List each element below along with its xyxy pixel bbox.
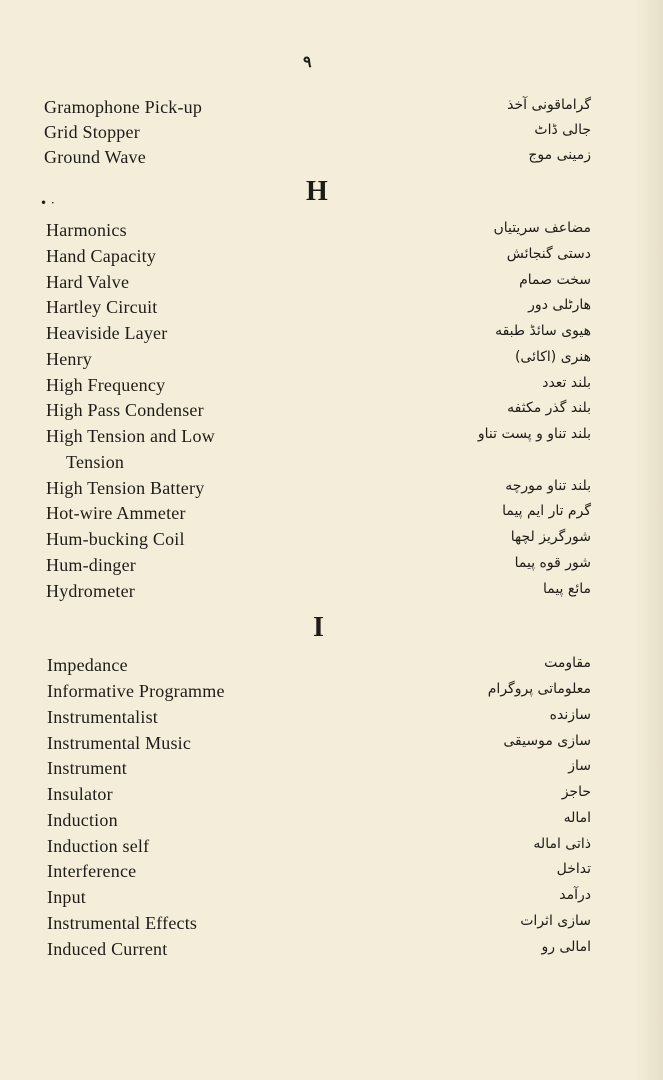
- entry-ur: مضاعف سریتیاں: [493, 220, 591, 236]
- entry-ur: مقاومت: [544, 655, 591, 671]
- entry-ur: سخت صمام: [519, 272, 591, 288]
- entry-en: Hartley Circuit: [46, 297, 158, 317]
- entry-en: Instrument: [47, 758, 127, 778]
- entry-en: Grid Stopper: [44, 122, 140, 142]
- entry-en: Harmonics: [46, 220, 127, 240]
- entry-ur: بلند تعدد: [542, 375, 591, 391]
- entry-ur: بلند تناو مورچه: [505, 478, 591, 494]
- page-fold-shadow: [635, 0, 663, 1080]
- entry-ur: جالی ڈاٹ: [534, 122, 591, 138]
- entry-ur: سازی اثرات: [520, 913, 591, 929]
- entry-ur: ذاتی اماله: [533, 836, 591, 852]
- entry-ur: شورگریز لچھا: [510, 529, 591, 545]
- entry-ur: سازنده: [549, 707, 591, 723]
- entry-en-continued: Tension: [66, 452, 125, 472]
- entry-ur: زمینی موج: [528, 147, 591, 163]
- entry-en: Input: [47, 887, 86, 907]
- entry-en: Ground Wave: [44, 147, 146, 167]
- entry-ur: هیوی سائڈ طبقه: [495, 323, 591, 339]
- entry-en: Informative Programme: [47, 681, 225, 701]
- entry-ur: گراماقونی آخذ: [507, 97, 591, 113]
- entry-en: High Tension Battery: [46, 478, 205, 498]
- page-number: ۹: [303, 52, 312, 71]
- section-letter-h: H: [306, 176, 328, 207]
- entry-en: Hydrometer: [46, 581, 135, 601]
- entry-en: Insulator: [47, 784, 113, 804]
- entry-ur: اماله: [563, 810, 591, 826]
- entry-en: Instrumental Music: [47, 733, 192, 753]
- entry-en: High Tension and Low: [46, 426, 215, 446]
- entry-ur: معلوماتی پروگرام: [487, 681, 591, 697]
- entry-en: Induction self: [47, 836, 150, 856]
- entry-en: Hot-wire Ammeter: [46, 503, 186, 523]
- entry-ur: امالی رو: [541, 939, 591, 955]
- entry-en: Instrumentalist: [47, 707, 158, 727]
- entry-en: Impedance: [47, 655, 128, 675]
- entry-ur: دستی گنجائش: [506, 246, 591, 262]
- entry-en: Interference: [47, 861, 137, 881]
- entry-en: Induced Current: [47, 939, 168, 959]
- entry-en: Heaviside Layer: [46, 323, 168, 343]
- entry-en: Henry: [46, 349, 92, 369]
- entry-ur: بلند گذر مکثفه: [507, 400, 591, 416]
- entry-ur: سازی موسیقی: [503, 733, 591, 749]
- entry-ur: حاجز: [561, 784, 591, 800]
- entry-ur: هنری (اکائی): [514, 349, 591, 365]
- entry-en: Hum-bucking Coil: [46, 529, 185, 549]
- entry-ur: شور قوه پیما: [514, 555, 591, 571]
- section-letter-i: I: [313, 612, 324, 643]
- entry-en: Hum-dinger: [46, 555, 136, 575]
- entry-ur: مائع پیما: [542, 581, 591, 597]
- entry-en: Gramophone Pick-up: [44, 97, 203, 117]
- stray-marks: • ·: [40, 196, 55, 210]
- entry-ur: تداخل: [556, 861, 591, 877]
- entry-ur: بلند تناو و پست تناو: [477, 426, 591, 442]
- entry-ur: درآمد: [559, 887, 591, 903]
- entry-ur: ساز: [568, 758, 591, 774]
- entry-en: High Pass Condenser: [46, 400, 204, 420]
- entry-en: Induction: [47, 810, 118, 830]
- entry-ur: گرم تار ایم پیما: [502, 503, 591, 519]
- entry-ur: هارٹلی دور: [528, 297, 591, 313]
- entry-en: Instrumental Effects: [47, 913, 198, 933]
- entry-en: Hand Capacity: [46, 246, 157, 266]
- entry-en: Hard Valve: [46, 272, 130, 292]
- entry-en: High Frequency: [46, 375, 166, 395]
